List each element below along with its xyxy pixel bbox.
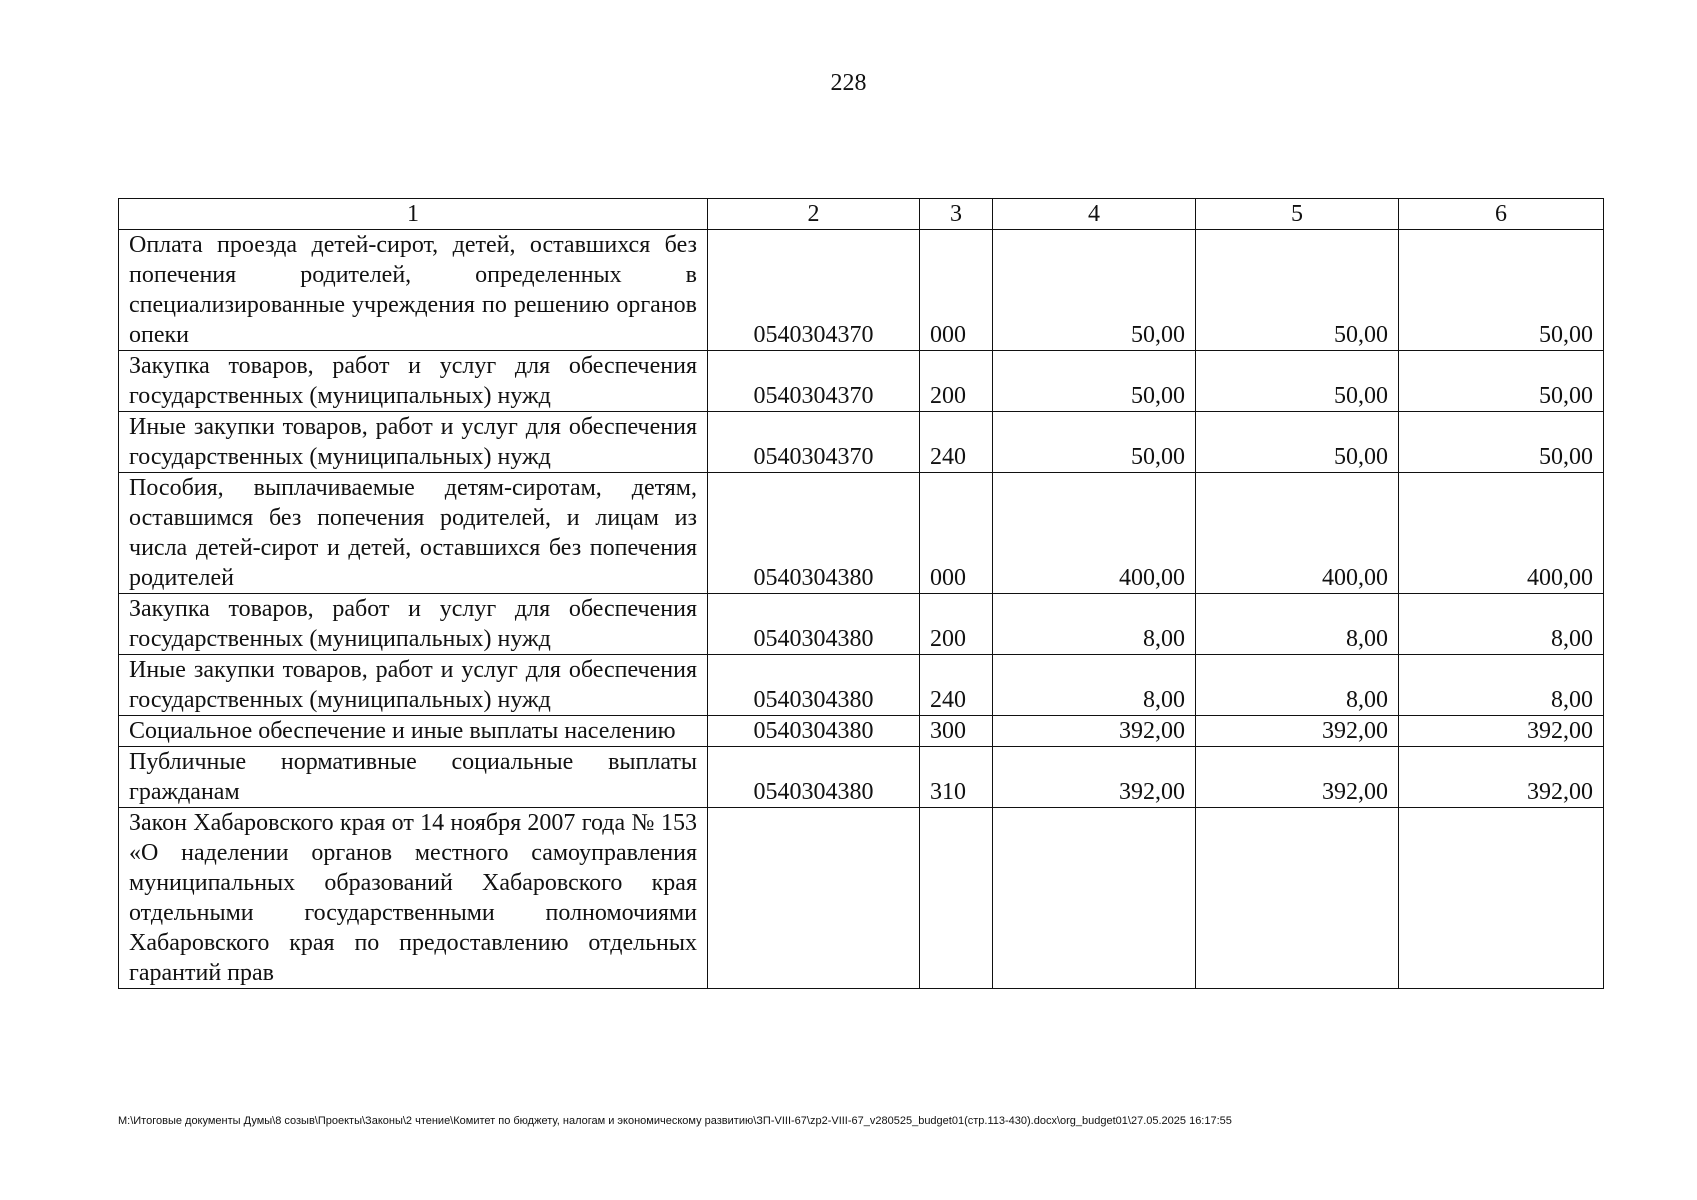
page-number: 228 [830,70,867,96]
row-code: 0540304380 [708,473,920,594]
row-value-3: 50,00 [1399,351,1604,412]
row-value-3: 8,00 [1399,594,1604,655]
row-value-1: 392,00 [993,716,1196,747]
table-row [119,655,1604,716]
row-name: Социальное обеспечение и иные выплаты населению [119,716,708,747]
row-name: Иные закупки товаров, работ и услуг для обеспечения государственных (муниципальных) нужд [119,655,708,716]
row-name: Оплата проезда детей-сирот, детей, оставшихся без попечения родителей, определенных в специализированные учреждения по решению органов опеки [119,230,708,351]
row-code: 0540304380 [708,655,920,716]
column-header: 4 [993,199,1196,230]
row-value-3: 400,00 [1399,473,1604,594]
column-header: 1 [119,199,708,230]
row-value-3 [1399,808,1604,989]
row-value-1: 8,00 [993,594,1196,655]
table-row [119,594,1604,655]
row-code: 0540304370 [708,351,920,412]
header-row [119,199,1604,230]
row-value-1: 50,00 [993,351,1196,412]
row-value-1: 392,00 [993,747,1196,808]
row-name: Пособия, выплачиваемые детям-сиротам, детям, оставшимся без попечения родителей, и лицам из числа детей-сирот и детей, оставшихся без попечения родителей [119,473,708,594]
row-code: 0540304380 [708,594,920,655]
row-value-2: 392,00 [1196,716,1399,747]
row-value-3: 392,00 [1399,747,1604,808]
row-type: 240 [920,412,993,473]
row-value-2: 8,00 [1196,655,1399,716]
row-value-2: 50,00 [1196,412,1399,473]
row-value-2: 400,00 [1196,473,1399,594]
row-code: 0540304380 [708,716,920,747]
row-value-1: 400,00 [993,473,1196,594]
row-name: Закупка товаров, работ и услуг для обеспечения государственных (муниципальных) нужд [119,594,708,655]
row-type: 240 [920,655,993,716]
table-row [119,747,1604,808]
row-code: 0540304370 [708,412,920,473]
row-value-2: 50,00 [1196,230,1399,351]
table-row [119,230,1604,351]
row-type: 300 [920,716,993,747]
row-value-2 [1196,808,1399,989]
row-value-3: 50,00 [1399,412,1604,473]
budget-table [118,198,1604,989]
column-header: 5 [1196,199,1399,230]
row-value-2: 50,00 [1196,351,1399,412]
row-type: 000 [920,473,993,594]
row-type: 200 [920,351,993,412]
row-value-1 [993,808,1196,989]
row-type: 310 [920,747,993,808]
row-code: 0540304380 [708,747,920,808]
row-value-1: 50,00 [993,412,1196,473]
row-value-3: 392,00 [1399,716,1604,747]
row-value-3: 50,00 [1399,230,1604,351]
row-type: 000 [920,230,993,351]
table-row [119,808,1604,989]
row-value-1: 8,00 [993,655,1196,716]
column-header: 2 [708,199,920,230]
table-row [119,716,1604,747]
row-value-2: 392,00 [1196,747,1399,808]
row-type [920,808,993,989]
row-name: Закупка товаров, работ и услуг для обеспечения государственных (муниципальных) нужд [119,351,708,412]
row-name: Иные закупки товаров, работ и услуг для обеспечения государственных (муниципальных) нужд [119,412,708,473]
row-value-3: 8,00 [1399,655,1604,716]
column-header: 6 [1399,199,1604,230]
column-header: 3 [920,199,993,230]
row-code: 0540304370 [708,230,920,351]
row-name: Закон Хабаровского края от 14 ноября 2007 года № 153 «О наделении органов местного самоуправления муниципальных образований Хабаровского края отдельными государственными полномочиями Хабаровского края по предоставлению отдельных гарантий прав [119,808,708,989]
row-code [708,808,920,989]
row-type: 200 [920,594,993,655]
table-row [119,473,1604,594]
row-value-1: 50,00 [993,230,1196,351]
table-row [119,412,1604,473]
table-row [119,351,1604,412]
document-path-footer: M:\Итоговые документы Думы\8 созыв\Проекты\Законы\2 чтение\Комитет по бюджету, налогам и экономическому развитию\ЗП-VIII-67\zp2-VIII-67_v280525_budget01(стр.113-430).docx\org_budget01\27.05.2025 16:17:55 [118,1115,1232,1127]
row-value-2: 8,00 [1196,594,1399,655]
row-name: Публичные нормативные социальные выплаты гражданам [119,747,708,808]
